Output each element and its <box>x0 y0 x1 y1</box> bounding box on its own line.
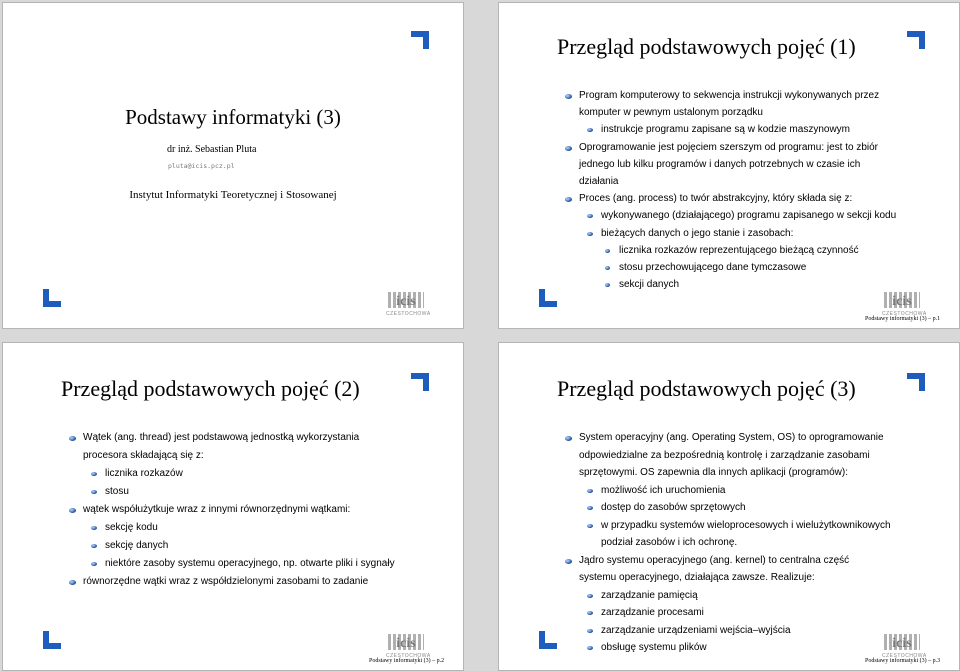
cover-title: Podstawy informatyki (3) <box>125 105 341 129</box>
content-line: wykonywanego (działającego) programu zapisanego w sekcji kodu <box>601 210 897 222</box>
content-line: działania <box>579 176 619 187</box>
bullet-icon <box>587 611 593 615</box>
content-line: Proces (ang. process) to twór abstrakcyjny, który składa się z: <box>579 193 853 205</box>
content-line: sekcję kodu <box>105 522 158 533</box>
content-line: zarządzanie urządzeniami wejścia–wyjścia <box>601 624 791 636</box>
slide-footer: Podstawy informatyki (3) – p.3 <box>865 658 941 664</box>
content-line: sekcji danych <box>619 279 680 291</box>
bullet-icon <box>587 214 593 218</box>
content-line: dostęp do zasobów sprzętowych <box>601 502 746 513</box>
bullet-icon <box>565 436 572 441</box>
content-line: wątek współużytkuje wraz z innymi równorzędnymi wątkami: <box>83 504 351 515</box>
content-line: System operacyjny (ang. Operating System, OS) to oprogramowanie <box>579 432 884 443</box>
content-line: Jądro systemu operacyjnego (ang. kernel) to centralna część <box>579 554 850 566</box>
content-line: licznika rozkazów reprezentującego bieżącą czynność <box>619 244 859 256</box>
content-line: jednego lub kilku programów i danych potrzebnych w czasie ich <box>579 158 861 170</box>
content-line: odpowiedzialne za bezpośrednią kontrolę i zarządzanie zasobami <box>579 449 870 461</box>
bullet-icon <box>587 128 593 132</box>
slide-cover <box>2 2 464 329</box>
content-line: Oprogramowanie jest pojęciem szerszym od programu: jest to zbiór <box>579 141 879 153</box>
corner-mark-icon <box>411 31 429 49</box>
slide-footer: Podstawy informatyki (3) – p.2 <box>369 658 445 664</box>
bullet-icon <box>91 544 97 548</box>
slide-title: Przegląd podstawowych pojęć (3) <box>557 376 856 401</box>
bullet-icon <box>91 490 97 494</box>
content-line: instrukcje programu zapisane są w kodzie maszynowym <box>601 124 850 136</box>
content-line: stosu <box>105 486 129 497</box>
bullet-icon <box>587 232 593 236</box>
icis-logo-icon: icis CZESTOCHOWA <box>882 294 927 317</box>
cover-author: dr inż. Sebastian Pluta <box>167 144 257 155</box>
corner-mark-icon <box>907 373 925 391</box>
corner-mark-icon <box>539 289 557 307</box>
slide-footer: Podstawy informatyki (3) – p.1 <box>865 316 941 322</box>
content-line: zarządzanie procesami <box>601 607 704 618</box>
bullet-icon <box>605 283 610 287</box>
content-line: stosu przechowującego dane tymczasowe <box>619 262 807 273</box>
corner-mark-icon <box>907 31 925 49</box>
content-line: sekcję danych <box>105 540 169 551</box>
bullet-icon <box>565 559 572 564</box>
bullet-icon <box>587 506 593 510</box>
cover-institute: Instytut Informatyki Teoretycznej i Stosowanej <box>129 189 337 201</box>
bullet-icon <box>91 472 97 476</box>
cover-email: pluta@icis.pcz.pl <box>168 162 235 170</box>
corner-mark-icon <box>43 289 61 307</box>
corner-mark-icon <box>43 631 61 649</box>
corner-mark-icon <box>411 373 429 391</box>
content-line: sprzętowymi. OS zapewnia dla innych aplikacji (programów): <box>579 467 848 478</box>
corner-mark-icon <box>539 631 557 649</box>
bullet-icon <box>565 146 572 151</box>
bullet-icon <box>587 489 593 493</box>
bullet-icon <box>69 580 76 585</box>
content-line: możliwość ich uruchomienia <box>601 484 726 496</box>
content-line: systemu operacyjnego, działająca zawsze. Realizuje: <box>579 572 815 583</box>
content-line: równorzędne wątki wraz z współdzielonymi zasobami to zadanie <box>83 576 369 587</box>
bullet-icon <box>565 94 572 99</box>
icis-logo-icon: icis CZESTOCHOWA <box>386 294 431 317</box>
content-line: Program komputerowy to sekwencja instrukcji wykonywanych przez <box>579 90 880 101</box>
content-line: w przypadku systemów wieloprocesowych i wielużytkownikowych <box>601 519 891 531</box>
bullet-icon <box>91 526 97 530</box>
content-line: procesora składającą się z: <box>83 450 204 461</box>
slide-1 <box>498 2 960 329</box>
content-line: obsługę systemu plików <box>601 642 707 653</box>
content-line: zarządzanie pamięcią <box>601 589 698 601</box>
slide-title: Przegląd podstawowych pojęć (1) <box>557 34 856 59</box>
content-line: komputer w pewnym ustalonym porządku <box>579 107 763 119</box>
bullet-icon <box>69 436 76 441</box>
bullet-icon <box>587 629 593 633</box>
bullet-icon <box>69 508 76 513</box>
bullet-icon <box>565 197 572 202</box>
bullet-icon <box>587 646 593 650</box>
content-line: licznika rozkazów <box>105 468 183 479</box>
content-line: bieżących danych o jego stanie i zasobach: <box>601 227 794 239</box>
bullet-icon <box>587 594 593 598</box>
content-line: podział zasobów i ich ochronę. <box>601 537 738 548</box>
icis-logo-icon: icis CZESTOCHOWA <box>386 636 431 659</box>
bullet-icon <box>91 562 97 566</box>
bullet-icon <box>587 524 593 528</box>
slide-2 <box>2 342 464 671</box>
content-line: niektóre zasoby systemu operacyjnego, np. otwarte pliki i sygnały <box>105 558 395 569</box>
icis-logo-icon: icis CZESTOCHOWA <box>882 636 927 659</box>
bullet-icon <box>605 266 610 270</box>
slide-title: Przegląd podstawowych pojęć (2) <box>61 376 360 401</box>
bullet-icon <box>605 249 610 253</box>
content-line: Wątek (ang. thread) jest podstawową jednostką wykorzystania <box>83 432 360 443</box>
slide-3 <box>498 342 960 671</box>
